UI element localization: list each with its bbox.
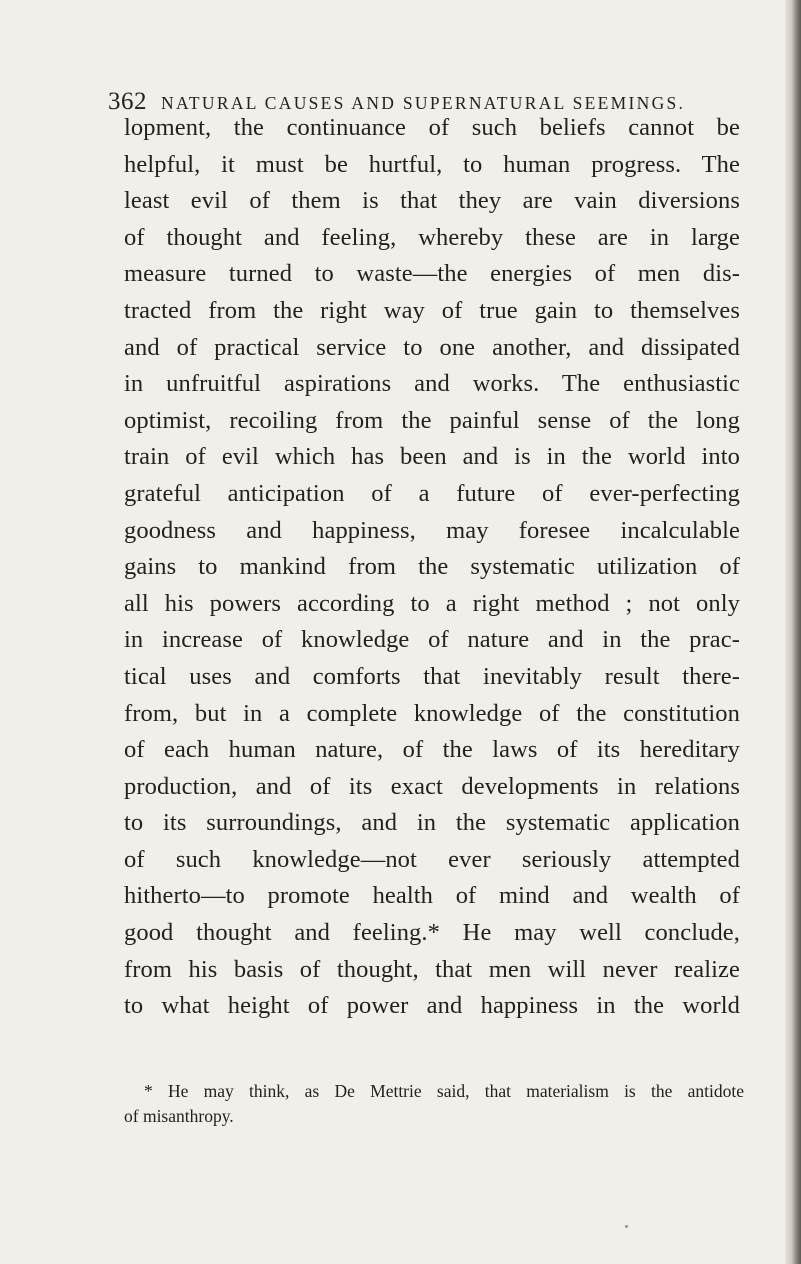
text-line: from, but in a complete knowledge of the constitution	[124, 699, 740, 727]
text-line: optimist, recoiling from the painful sense of the long	[124, 406, 740, 434]
text-line: hitherto—to promote health of mind and wealth of	[124, 882, 740, 910]
text-line: to what height of power and happiness in the world	[124, 992, 740, 1020]
running-head: NATURAL CAUSES AND SUPERNATURAL SEEMINGS.	[161, 93, 686, 113]
text-line: helpful, it must be hurtful, to human progress. The	[124, 150, 740, 178]
text-line: measure turned to waste—the energies of men dis-	[124, 260, 740, 288]
body-text	[124, 110, 740, 1025]
text-line: of such knowledge—not ever seriously attempted	[124, 845, 740, 873]
footnote-line: * He may think, as De Mettrie said, that materialism is the antidote	[144, 1081, 744, 1101]
text-line: gains to mankind from the systematic utilization of	[124, 553, 740, 581]
text-line: all his powers according to a right method ; not only	[124, 589, 740, 617]
text-line: in unfruitful aspirations and works. The enthusiastic	[124, 370, 740, 398]
text-line: tracted from the right way of true gain to themselves	[124, 296, 740, 324]
text-line: grateful anticipation of a future of ever-perfecting	[124, 479, 740, 507]
text-line: train of evil which has been and is in the world into	[124, 443, 740, 471]
text-line: lopment, the continuance of such beliefs cannot be	[124, 114, 740, 141]
text-line: least evil of them is that they are vain diversions	[124, 187, 740, 215]
page-edge-shadow	[785, 0, 801, 1264]
text-line: from his basis of thought, that men will never realize	[124, 955, 740, 983]
footnote-line: of misanthropy.	[124, 1106, 234, 1126]
text-line: of each human nature, of the laws of its hereditary	[124, 736, 740, 764]
text-line: production, and of its exact developments in relations	[124, 772, 740, 800]
text-line: goodness and happiness, may foresee incalculable	[124, 516, 740, 544]
paper-speck	[625, 1225, 628, 1228]
text-line: of thought and feeling, whereby these are in large	[124, 223, 740, 251]
text-line: tical uses and comforts that inevitably result there-	[124, 662, 740, 690]
text-line: in increase of knowledge of nature and in the prac-	[124, 626, 740, 654]
text-line: to its surroundings, and in the systematic application	[124, 809, 740, 837]
text-line: and of practical service to one another, and dissipated	[124, 333, 740, 361]
footnote	[124, 1079, 746, 1129]
page-number: 362	[108, 88, 147, 115]
text-line: good thought and feeling.* He may well conclude,	[124, 919, 740, 947]
